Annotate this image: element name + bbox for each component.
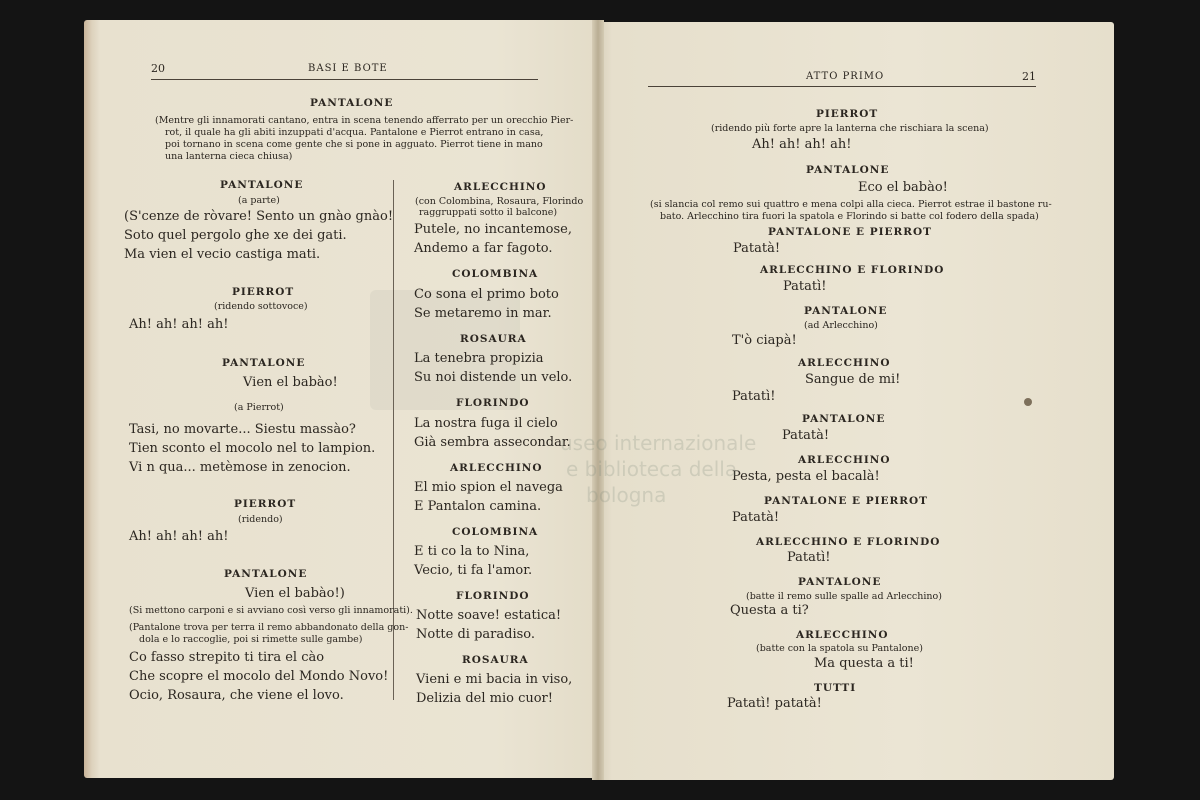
stage-direction: (a parte) xyxy=(238,195,280,206)
stage-direction: (ad Arlecchino) xyxy=(804,320,878,331)
speaker-label: ROSAURA xyxy=(460,333,527,345)
verse-line: Patatà! xyxy=(782,428,830,443)
right-folio: 21 xyxy=(1022,70,1036,83)
verse-line: Patatà! xyxy=(733,241,781,256)
verse-line: Ma questa a ti! xyxy=(814,656,914,671)
verse-line: Patatì! xyxy=(732,389,776,404)
speaker-label: COLOMBINA xyxy=(452,526,539,538)
stage-direction: (Si mettono carponi e si avviano così verso gli innamorati). xyxy=(129,605,413,616)
verse-line: Questa a ti? xyxy=(730,603,809,618)
speaker-label: PIERROT xyxy=(232,286,295,298)
speaker-label: PIERROT xyxy=(816,108,879,120)
speaker-label: FLORINDO xyxy=(456,590,530,602)
stage-direction: (ridendo) xyxy=(238,514,283,525)
speaker-label: PIERROT xyxy=(234,498,297,510)
verse-line: Patatì! xyxy=(787,550,831,565)
verse-line: Vien el babào!) xyxy=(245,586,345,601)
left-header-rule xyxy=(151,79,538,80)
speaker-label: PANTALONE xyxy=(804,305,888,317)
speaker-label: TUTTI xyxy=(814,682,857,694)
left-folio: 20 xyxy=(151,62,165,75)
verse-block: E ti co la to Nina, Vecio, ti fa l'amor. xyxy=(414,544,533,578)
verse-block: Vieni e mi bacia in viso, Delizia del mio cuor! xyxy=(416,672,573,706)
verse-line: Sangue de mi! xyxy=(805,372,901,387)
left-running-head: BASI E BOTE xyxy=(308,63,388,74)
speaker-label: FLORINDO xyxy=(456,397,530,409)
verse-line: Ah! ah! ah! ah! xyxy=(752,137,852,152)
speaker-label: ROSAURA xyxy=(462,654,529,666)
speaker-label: COLOMBINA xyxy=(452,268,539,280)
stage-direction: (con Colombina, Rosaura, Florindo raggruppati sotto il balcone) xyxy=(415,196,584,218)
verse-block: Ah! ah! ah! ah! xyxy=(129,317,229,332)
verse-line: Patatì! xyxy=(783,279,827,294)
right-header-rule xyxy=(648,86,1036,87)
speaker-label: ARLECCHINO xyxy=(454,181,547,193)
book-gutter xyxy=(592,20,604,780)
verse-block: El mio spion el navega E Pantalon camina. xyxy=(414,480,563,514)
opening-speaker: PANTALONE xyxy=(310,97,394,109)
verse-block: Ah! ah! ah! ah! xyxy=(129,529,229,544)
verse-line: T'ò ciapà! xyxy=(732,333,797,348)
museum-watermark: useo internazionale e biblioteca della bologna xyxy=(560,431,757,507)
verse-line: Eco el babào! xyxy=(858,180,948,195)
speaker-label: PANTALONE xyxy=(224,568,308,580)
stage-direction: (ridendo sottovoce) xyxy=(214,301,308,312)
stage-direction: (a Pierrot) xyxy=(234,402,284,413)
paper-stain xyxy=(1024,398,1032,406)
verse-block: Tasi, no movarte... Siestu massào? Tien sconto el mocolo nel to lampion. Vi n qua... metèmose in zenocion. xyxy=(129,422,376,475)
verse-block: La nostra fuga il cielo Già sembra assecondar. xyxy=(414,416,571,450)
right-running-head: ATTO PRIMO xyxy=(806,71,885,82)
verse-block: Putele, no incantemose, Andemo a far fagoto. xyxy=(414,222,572,256)
verse-line: Patatà! xyxy=(732,510,780,525)
opening-stage-direction: (Mentre gli innamorati cantano, entra in scena tenendo afferrato per un orecchio Pier- rot, il quale ha gli abiti inzuppati d'acqua. Pantalone e Pierrot entrano in casa, poi tornano in scena come gente che si pone in agguato. Pierrot tiene in mano una lanterna cieca chiusa) xyxy=(155,115,574,162)
speaker-label: PANTALONE xyxy=(222,357,306,369)
stage-direction: (batte con la spatola su Pantalone) xyxy=(756,643,923,654)
speaker-label: ARLECCHINO xyxy=(798,454,891,466)
speaker-label: ARLECCHINO E FLORINDO xyxy=(760,264,945,276)
speaker-label: PANTALONE xyxy=(802,413,886,425)
verse-block: (S'cenze de ròvare! Sento un gnào gnào! Soto quel pergolo ghe xe dei gati. Ma vien el vecio castiga mati. xyxy=(124,209,394,262)
speaker-label: PANTALONE xyxy=(806,164,890,176)
speaker-label: ARLECCHINO xyxy=(796,629,889,641)
speaker-label: PANTALONE E PIERROT xyxy=(764,495,928,507)
speaker-label: PANTALONE E PIERROT xyxy=(768,226,932,238)
stage-direction: (si slancia col remo sui quattro e mena colpi alla cieca. Pierrot estrae il bastone ru- bato. Arlecchino tira fuori la spatola e Florindo si batte col fodero della spada) xyxy=(650,199,1052,222)
verse-block: La tenebra propizia Su noi distende un velo. xyxy=(414,351,573,385)
speaker-label: ARLECCHINO xyxy=(798,357,891,369)
speaker-label: PANTALONE xyxy=(220,179,304,191)
verse-block: Co fasso strepito ti tira el cào Che scopre el mocolo del Mondo Novo! Ocio, Rosaura, che viene el lovo. xyxy=(129,650,389,703)
verse-block: Co sona el primo boto Se metaremo in mar. xyxy=(414,287,559,321)
speaker-label: ARLECCHINO xyxy=(450,462,543,474)
stage-direction: (Pantalone trova per terra il remo abbandonato della gon- dola e lo raccoglie, poi si rimette sulle gambe) xyxy=(129,622,409,645)
stage-direction: (batte il remo sulle spalle ad Arlecchino) xyxy=(746,591,942,602)
verse-line: Vien el babào! xyxy=(243,375,338,390)
speaker-label: PANTALONE xyxy=(798,576,882,588)
stage-direction: (ridendo più forte apre la lanterna che rischiara la scena) xyxy=(711,123,989,134)
speaker-label: ARLECCHINO E FLORINDO xyxy=(756,536,941,548)
verse-line: Pesta, pesta el bacalà! xyxy=(732,469,880,484)
verse-block: Notte soave! estatica! Notte di paradiso. xyxy=(416,608,562,642)
verse-line: Patatì! patatà! xyxy=(727,696,822,711)
